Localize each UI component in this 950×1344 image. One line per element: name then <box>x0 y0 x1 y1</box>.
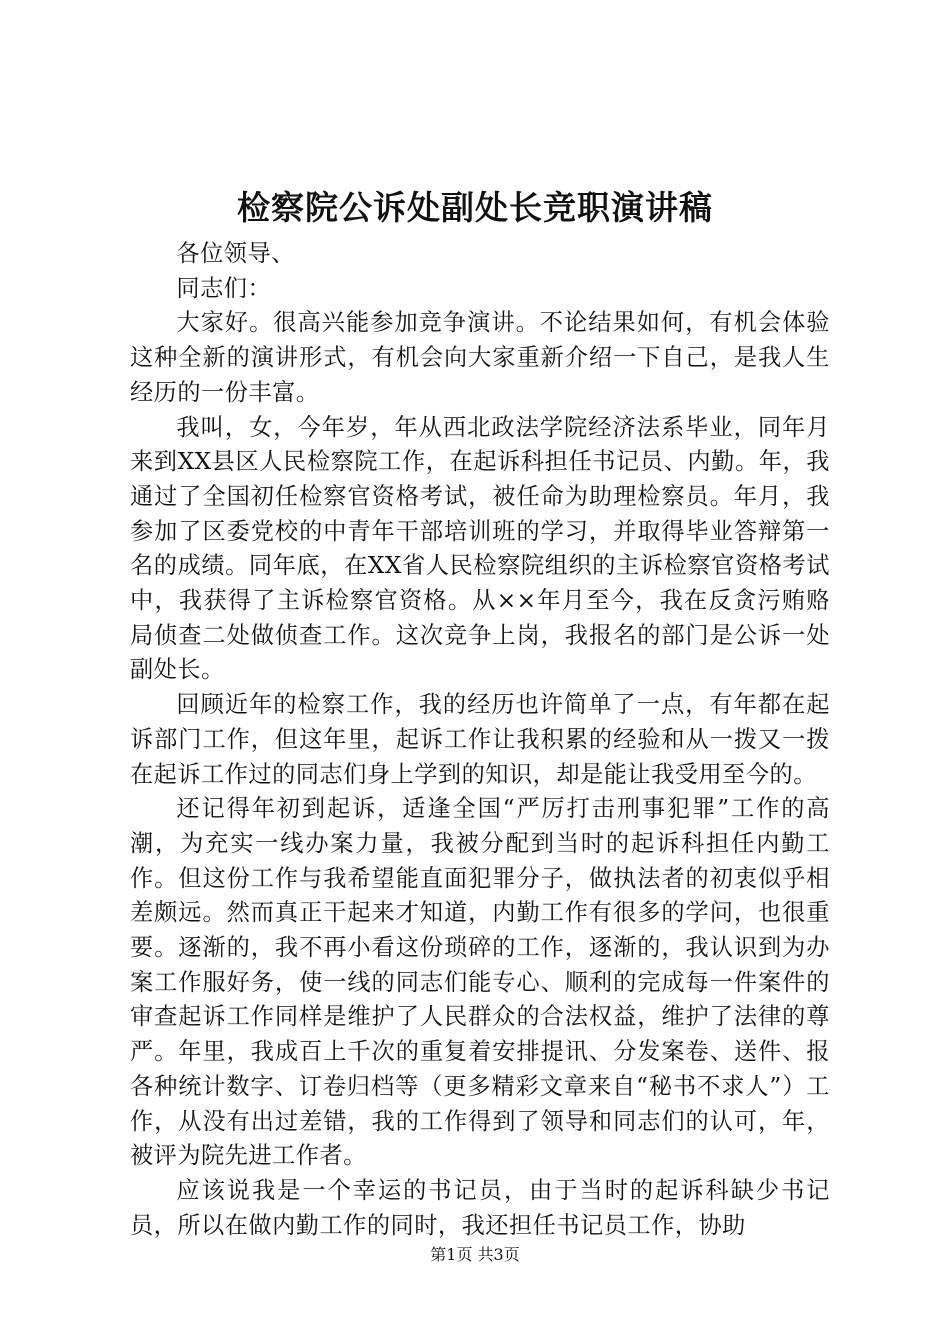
page-footer: 第1页 共3页 <box>430 1245 520 1264</box>
paragraph-clerk: 应该说我是一个幸运的书记员，由于当时的起诉科缺少书记员，所以在做内勤工作的同时，我还担任书记员工作，协助 <box>130 1176 830 1239</box>
salutation-line-2: 同志们： <box>176 274 272 302</box>
paragraph-self-introduction: 我叫，女，今年岁，年从西北政法学院经济法系毕业，同年月来到XX县区人民检察院工作，在起诉科担任书记员、内勤。年，我通过了全国初任检察官资格考试，被任命为助理检察员。年月，我参加了区委党校的中青年干部培训班的学习，并取得毕业答辩第一名的成绩。同年底，在XX省人民检察院组织的主诉检察官资格考试中，我获得了主诉检察官资格。从××年月至今，我在反贪污贿赂局侦查二处做侦查工作。这次竞争上岗，我报名的部门是公诉一处副处长。 <box>130 413 830 684</box>
paragraph-greeting: 大家好。很高兴能参加竞争演讲。不论结果如何，有机会体验这种全新的演讲形式，有机会向大家重新介绍一下自己，是我人生经历的一份丰富。 <box>130 309 830 406</box>
document-body <box>130 237 830 1243</box>
salutation-line-1: 各位领导、 <box>176 240 295 267</box>
paragraph-review: 回顾近年的检察工作，我的经历也许简单了一点，有年都在起诉部门工作，但这年里，起诉工作让我积累的经验和从一拨又一拨在起诉工作过的同志们身上学到的知识，却是能让我受用至今的。 <box>130 691 830 788</box>
paragraph-memory: 还记得年初到起诉，适逢全国“严厉打击刑事犯罪”工作的高潮，为充实一线办案力量，我被分配到当时的起诉科担任内勤工作。但这份工作与我希望能直面犯罪分子，做执法者的初衷似乎相差颇远。然而真正干起来才知道，内勤工作有很多的学问，也很重要。逐渐的，我不再小看这份琐碎的工作，逐渐的，我认识到为办案工作服好务，使一线的同志们能专心、顺利的完成每一件案件的审查起诉工作同样是维护了人民群众的合法权益，维护了法律的尊严。年里，我成百上千次的重复着安排提讯、分发案卷、送件、报各种统计数字、订卷归档等（更多精彩文章来自“秘书不求人”）工作，从没有出过差错，我的工作得到了领导和同志们的认可，年，被评为院先进工作者。 <box>130 795 830 1170</box>
document-title: 检察院公诉处副处长竞职演讲稿 <box>237 188 713 227</box>
